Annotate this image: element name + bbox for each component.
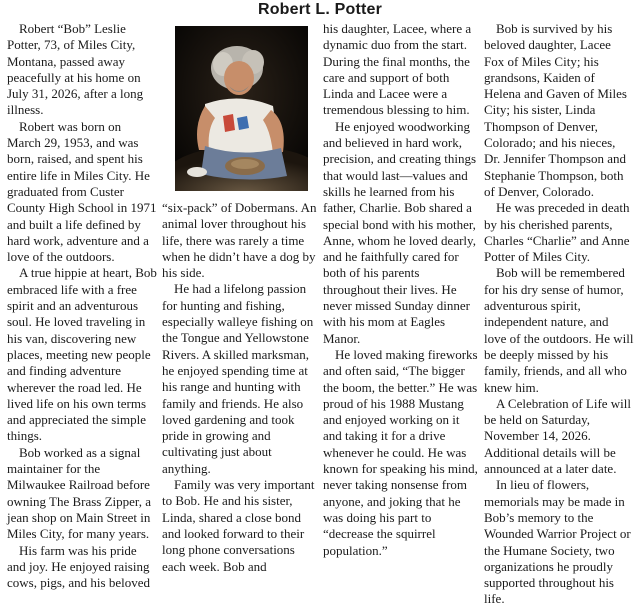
- paragraph-survivors: Bob is survived by his beloved daughter, Lacee Fox of Miles City; his grandsons, Kaiden of Helena and Gaven of Miles City; his sister, Linda Thompson of Denver, Colorado; and his nieces, Dr. Jennifer Thompson and Stephanie Thompson, both of Denver, Colorado.: [484, 21, 627, 199]
- paragraph-daughter: his daughter, Lacee, where a dynamic duo from the start. During the final months, the care and support of both Linda and Lacee were a tremendous blessing to him.: [323, 21, 472, 118]
- paragraph-intro: Robert “Bob” Leslie Potter, 73, of Miles City, Montana, passed away peacefully at his home on July 31, 2026, after a long illness.: [7, 21, 144, 118]
- column-1: [7, 21, 157, 591]
- paragraph-fireworks: He loved making fireworks and often said, “The bigger the boom, the better.” He was proud of his 1988 Mustang and enjoyed working on it and taking it for a drive whenever he could. He was known for speaking his mind, never taking nonsense from anyone, and joking that he was doing his part to “decrease the squirrel population.”: [323, 346, 478, 558]
- paragraph-woodworking: He enjoyed woodworking and believed in hard work, precision, and creating things that would last—values and skills he learned from his father, Charlie. Bob shared a special bond with his mother, Anne, whom he loved dearly, and he faithfully cared for both of his parents throughout their lives. He never missed Sunday dinner with his mom at Eagles Manor.: [323, 118, 477, 346]
- column-4: [484, 21, 634, 608]
- paragraph-farm: His farm was his pride and joy. He enjoyed raising cows, pigs, and his beloved: [7, 542, 150, 591]
- paragraph-hunting: He had a lifelong passion for hunting and fishing, especially walleye fishing on the Tongue and Yellowstone Rivers. A skilled marksman, he enjoyed spending time at his range and hunting with family and friends. He also loved gardening and took pride in growing and cultivating just about anything.: [162, 281, 314, 476]
- paragraph-celebration: A Celebration of Life will be held on Saturday, November 14, 2026. Additional details will be announced at a later date.: [484, 395, 632, 477]
- paragraph-family: Family was very important to Bob. He and his sister, Linda, shared a close bond and looked forward to their long phone conversations each week. Bob and: [162, 477, 315, 574]
- obituary-headline: Robert L. Potter: [257, 1, 383, 18]
- paragraph-career: Bob worked as a signal maintainer for the Milwaukee Railroad before owning The Brass Zipper, a jean shop on Main Street in Miles City, for many years.: [7, 444, 152, 542]
- paragraph-memorials: In lieu of flowers, memorials may be made in Bob’s memory to the Wounded Warrior Project or the Humane Society, two organizations he proudly supported throughout his life.: [484, 477, 631, 607]
- paragraph-preceded: He was preceded in death by his cherished parents, Charles “Charlie” and Anne Potter of Miles City.: [484, 200, 630, 265]
- paragraph-dobermans: “six-pack” of Dobermans. An animal lover throughout his life, there was rarely a time when he didn’t have a dog by his side.: [162, 200, 317, 281]
- paragraph-remembered: Bob will be remembered for his dry sense of humor, adventurous spirit, independent nature, and love of the outdoors. He will be deeply missed by his family, friends, and all who knew him.: [484, 265, 634, 395]
- column-2: [162, 200, 318, 575]
- paragraph-hippie: A true hippie at heart, Bob embraced life with a free spirit and an adventurous soul. He loved traveling in his van, discovering new places, meeting new people and finding adventure wherever the road led. He lived life on his own terms and appreciated the simple things.: [7, 265, 157, 444]
- portrait-image: [175, 26, 308, 191]
- paragraph-early-life: Robert was born on March 29, 1953, and was born, raised, and spent his entire life in Miles City. He graduated from Custer County High School in 1971 and built a life defined by hard work, adventure and a love of the outdoors.: [7, 118, 157, 265]
- column-3: [323, 21, 478, 559]
- portrait-photo: [175, 26, 308, 191]
